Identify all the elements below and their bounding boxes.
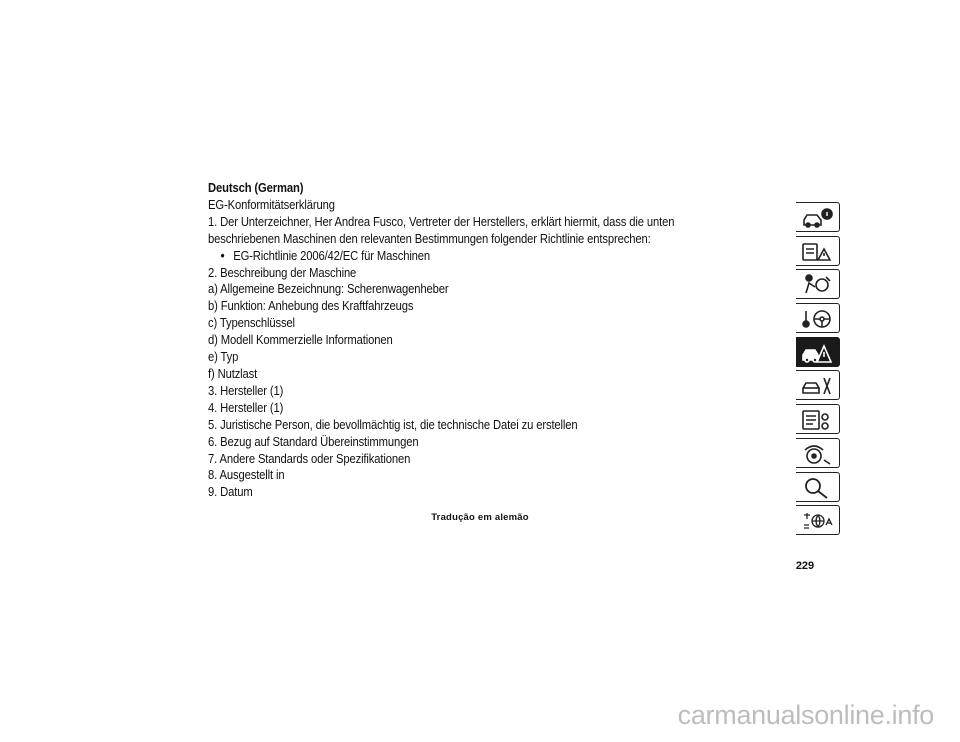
watermark: carmanualsonline.info bbox=[677, 700, 934, 730]
list-item: b) Funktion: Anhebung des Kraftfahrzeugs bbox=[208, 299, 414, 314]
chapter-tab-safety[interactable] bbox=[796, 269, 840, 299]
chapter-tab-emergency[interactable] bbox=[796, 337, 840, 367]
multimedia-icon bbox=[800, 442, 834, 466]
languages-icon bbox=[800, 509, 834, 533]
chapter-tab-specs[interactable] bbox=[796, 404, 840, 434]
safety-airbag-icon bbox=[800, 273, 834, 297]
bullet-dot-icon: • bbox=[220, 248, 225, 263]
list-item: 3. Hersteller (1) bbox=[208, 383, 284, 398]
document-body bbox=[208, 180, 712, 501]
list-item: 9. Datum bbox=[208, 485, 253, 500]
chapter-tab-warning-lights[interactable] bbox=[796, 236, 840, 266]
chapter-tabs bbox=[796, 202, 842, 539]
steering-wheel-icon bbox=[800, 307, 834, 331]
list-item: 6. Bezug auf Standard Übereinstimmungen bbox=[208, 434, 419, 449]
list-item: 2. Beschreibung der Maschine bbox=[208, 265, 357, 280]
list-item: c) Typenschlüssel bbox=[208, 316, 295, 331]
warning-lights-icon bbox=[800, 240, 834, 264]
list-item: d) Modell Kommerzielle Informationen bbox=[208, 333, 393, 348]
list-item: 4. Hersteller (1) bbox=[208, 400, 284, 415]
car-info-icon bbox=[800, 206, 834, 230]
list-item: f) Nutzlast bbox=[208, 366, 258, 381]
page-caption: Tradução em alemão bbox=[431, 512, 529, 523]
list-item: 7. Andere Standards oder Spezifikationen bbox=[208, 451, 411, 466]
chapter-tab-car-info[interactable] bbox=[796, 202, 840, 232]
chapter-tab-driving[interactable] bbox=[796, 303, 840, 333]
section-heading: Deutsch (German) bbox=[208, 181, 304, 195]
chapter-tab-multimedia[interactable] bbox=[796, 438, 840, 468]
list-item: 5. Juristische Person, die bevollmächtig ist, die technische Datei zu erstellen bbox=[208, 417, 578, 432]
chapter-tab-index[interactable] bbox=[796, 472, 840, 502]
text-line: EG-Konformitätserklärung bbox=[208, 197, 335, 212]
page-number: 229 bbox=[795, 560, 815, 572]
bullet-item bbox=[208, 248, 712, 265]
chapter-tab-service[interactable] bbox=[796, 370, 840, 400]
list-item: 8. Ausgestellt in bbox=[208, 468, 285, 483]
emergency-warning-icon bbox=[800, 341, 834, 365]
bullet-text: EG-Richtlinie 2006/42/EC für Maschinen bbox=[233, 248, 431, 263]
technical-specs-icon bbox=[800, 408, 834, 432]
text-line: 1. Der Unterzeichner, Her Andrea Fusco, Vertreter der Herstellers, erklärt hiermit, dass die unten bbox=[208, 214, 675, 229]
text-line: beschriebenen Maschinen den relevanten Bestimmungen folgender Richtlinie entsprechen: bbox=[208, 231, 651, 246]
list-item: a) Allgemeine Bezeichnung: Scherenwagenheber bbox=[208, 282, 449, 297]
search-index-icon bbox=[800, 476, 834, 500]
chapter-tab-languages[interactable] bbox=[796, 505, 840, 535]
car-service-icon bbox=[800, 374, 834, 398]
list-item: e) Typ bbox=[208, 350, 239, 365]
